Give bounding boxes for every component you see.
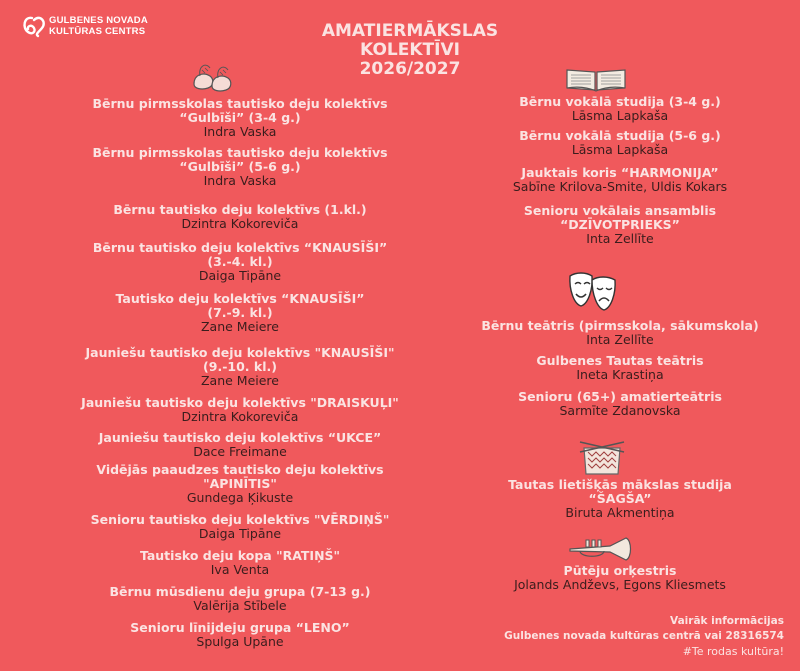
group-name: Jauktais koris “HARMONIJA” (521, 165, 719, 180)
group-entry (450, 354, 790, 382)
group-leader: Daiga Tipāne (198, 268, 282, 283)
group-leader: Indra Vaska (203, 124, 277, 139)
group-name: Tautisko deju kopa "RATIŅŠ" (139, 548, 341, 563)
group-name: Bērnu tautisko deju kolektīvs “KNAUSĪŠI” (3.-4. kl.) (92, 240, 388, 269)
group-entry (450, 129, 790, 157)
footer-line-1: Vairāk informācijas (670, 615, 784, 627)
group-name: Jauniešu tautisko deju kolektīvs "DRAISKUĻI" (81, 395, 399, 410)
group-entry (40, 513, 440, 541)
group-name: Gulbenes Tautas teātris (536, 353, 704, 368)
dance-shoes-icon (190, 56, 238, 96)
group-name: Bērnu vokālā studija (3-4 g.) (519, 94, 721, 109)
group-leader: Daiga Tipāne (198, 526, 282, 541)
group-name: Tautisko deju kolektīvs “KNAUSĪŠI” (7.-9. kl.) (115, 291, 365, 320)
group-leader: Biruta Akmentiņa (565, 505, 675, 520)
group-name: Bērnu teātris (pirmsskola, sākumskola) (481, 318, 759, 333)
group-name: Senioru vokālais ansamblis “DZĪVOTPRIEKS” (523, 203, 717, 232)
group-entry (40, 621, 440, 649)
group-entry (450, 95, 790, 123)
group-entry (450, 319, 790, 347)
group-entry (450, 564, 790, 592)
group-name: Senioru līnijdeju grupa “LENO” (130, 620, 350, 635)
group-leader: Lāsma Lapkaša (571, 142, 669, 157)
group-leader: Gundega Ķikuste (186, 490, 294, 505)
group-entry (40, 146, 440, 188)
group-leader: Inta Zellīte (586, 332, 654, 347)
group-entry (450, 390, 790, 418)
footer-info (504, 614, 784, 659)
title-line-1: AMATIERMĀKSLAS (321, 21, 499, 41)
group-entry (40, 292, 440, 334)
group-leader: Indra Vaska (203, 173, 277, 188)
logo-line-2: KULTŪRAS CENTRS (49, 26, 146, 37)
knitting-icon (578, 438, 626, 478)
group-name: Bērnu mūsdienu deju grupa (7-13 g.) (109, 584, 371, 599)
group-leader: Zane Meiere (200, 319, 279, 334)
group-entry (40, 549, 440, 577)
logo-mark-icon (20, 14, 48, 38)
group-entry (40, 97, 440, 139)
group-name: Tautas lietišķās mākslas studija “ŠAGŠA” (508, 477, 732, 506)
page-title (320, 22, 500, 79)
group-name: Senioru (65+) amatierteātris (518, 389, 722, 404)
footer-line-2: Gulbenes novada kultūras centrā vai 28316574 (504, 630, 784, 642)
group-leader: Dzintra Kokoreviča (181, 216, 299, 231)
group-leader: Dace Freimane (193, 444, 287, 459)
group-leader: Lāsma Lapkaša (571, 108, 669, 123)
group-name: Bērnu tautisko deju kolektīvs (1.kl.) (113, 202, 367, 217)
group-leader: Spulga Upāne (196, 634, 284, 649)
logo (20, 14, 148, 38)
group-entry (40, 431, 440, 459)
trumpet-icon (566, 536, 638, 562)
group-name: Senioru tautisko deju kolektīvs "VĒRDIŅŠ" (90, 512, 390, 527)
group-leader: Sabīne Krilova-Smite, Uldis Kokars (512, 179, 728, 194)
group-leader: Inta Zellīte (586, 231, 654, 246)
group-entry (40, 585, 440, 613)
title-line-3: 2026/2027 (359, 59, 461, 79)
group-leader: Jolands Andževs, Egons Kliesmets (514, 577, 726, 592)
group-entry (450, 166, 790, 194)
group-leader: Sarmīte Zdanovska (559, 403, 681, 418)
group-name: Jauniešu tautisko deju kolektīvs "KNAUSĪŠI" (9.-10. kl.) (85, 345, 395, 374)
theater-masks-icon (566, 270, 620, 314)
group-leader: Valērija Stībele (193, 598, 287, 613)
group-leader: Zane Meiere (200, 373, 279, 388)
group-leader: Ineta Krastiņa (576, 367, 664, 382)
group-entry (450, 478, 790, 520)
group-entry (40, 463, 440, 505)
group-entry (40, 241, 440, 283)
group-name: Bērnu vokālā studija (5-6 g.) (519, 128, 721, 143)
group-name: Bērnu pirmsskolas tautisko deju kolektīvs “Gulbīši” (3-4 g.) (92, 96, 388, 125)
footer-hashtag: #Te rodas kultūra! (682, 645, 784, 658)
title-line-2: KOLEKTĪVI (360, 40, 460, 60)
group-leader: Dzintra Kokoreviča (181, 409, 299, 424)
group-entry (40, 346, 440, 388)
group-name: Jauniešu tautisko deju kolektīvs “UKCE” (98, 430, 382, 445)
group-entry (40, 203, 440, 231)
group-name: Vidējās paaudzes tautisko deju kolektīvs "APINĪTIS" (96, 462, 384, 491)
group-entry (450, 204, 790, 246)
group-name: Bērnu pirmsskolas tautisko deju kolektīvs “Gulbīši” (5-6 g.) (92, 145, 388, 174)
group-entry (40, 396, 440, 424)
group-leader: Iva Venta (210, 562, 270, 577)
logo-line-1: GULBENES NOVADA (49, 15, 148, 26)
group-name: Pūtēju orķestris (563, 563, 677, 578)
open-book-icon (565, 64, 627, 92)
